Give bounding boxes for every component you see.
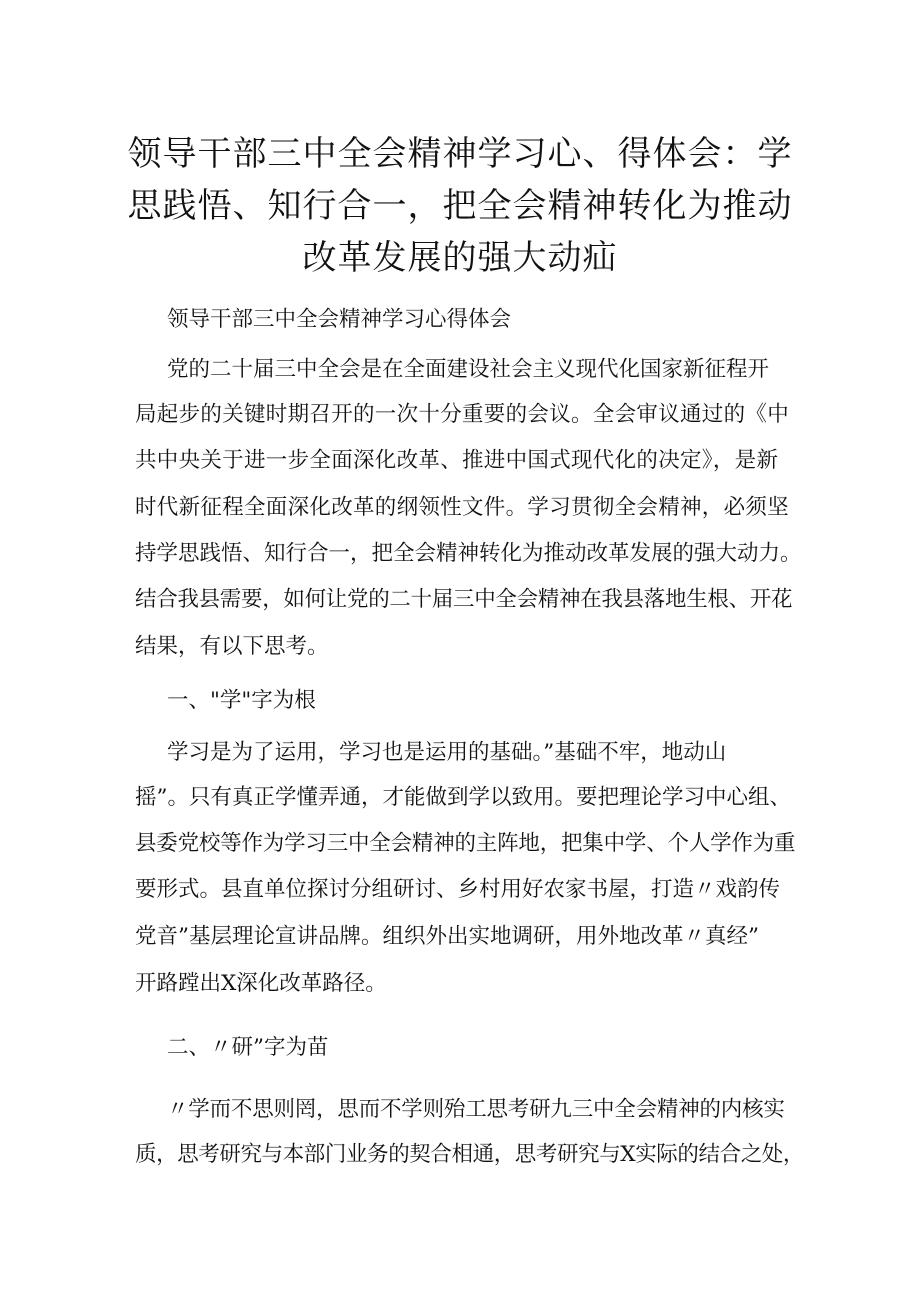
para3-line-1: 〃学而不思则罔，思而不学则殆工思考研九三中全会精神的内核实 xyxy=(167,1097,785,1122)
section-heading-2: 二、〃研”字为苗 xyxy=(167,1035,329,1060)
para1-line-1: 党的二十届三中全会是在全面建设社会主义现代化国家新征程开 xyxy=(167,357,770,382)
para1-line-2: 局起步的关键时期召开的一次十分重要的会议。全会审议通过的《中 xyxy=(135,402,790,427)
section-heading-1: 一、"学"字为根 xyxy=(167,688,316,713)
para2-line-1: 学习是为了运用，学习也是运用的基础。”基础不牢，地动山 xyxy=(167,740,727,765)
para3-line-2: 质，思考研究与本部门业务的契合相通，思考研究与X实际的结合之处， xyxy=(135,1142,805,1167)
para2-line-4: 要形式。县直单位探讨分组研讨、乡村用好农家书屋，打造〃戏韵传 xyxy=(135,877,781,902)
para1-line-7: 结果，有以下思考。 xyxy=(135,634,329,659)
para1-line-4: 时代新征程全面深化改革的纲领性文件。学习贯彻全会精神，必须坚 xyxy=(135,495,790,520)
para2-line-5: 党音”基层理论宣讲品牌。组织外出实地调研，用外地改革〃真经” xyxy=(135,924,759,949)
para1-line-6: 结合我县需要，如何让党的二十届三中全会精神在我县落地生根、开花 xyxy=(135,587,793,612)
document-title: 领导干部三中全会精神学习心、得体会：学思践悟、知行合一，把全会精神转化为推动改革发展的强大动疝 xyxy=(127,134,793,278)
para2-line-6: 开路蹚出X深化改革路径。 xyxy=(135,971,387,996)
para1-line-5: 持学思践悟、知行合一，把全会精神转化为推动改革发展的强大动力。 xyxy=(135,541,802,566)
para1-line-3: 共中央关于进一步全面深化改革、推进中国式现代化的决定》，是新 xyxy=(135,448,779,473)
document-subtitle: 领导干部三中全会精神学习心得体会 xyxy=(167,307,512,332)
para2-line-3: 县委党校等作为学习三中全会精神的主阵地，把集中学、个人学作为重 xyxy=(135,831,796,856)
para2-line-2: 摇”。只有真正学懂弄通，才能做到学以致用。要把理论学习中心组、 xyxy=(135,785,791,810)
